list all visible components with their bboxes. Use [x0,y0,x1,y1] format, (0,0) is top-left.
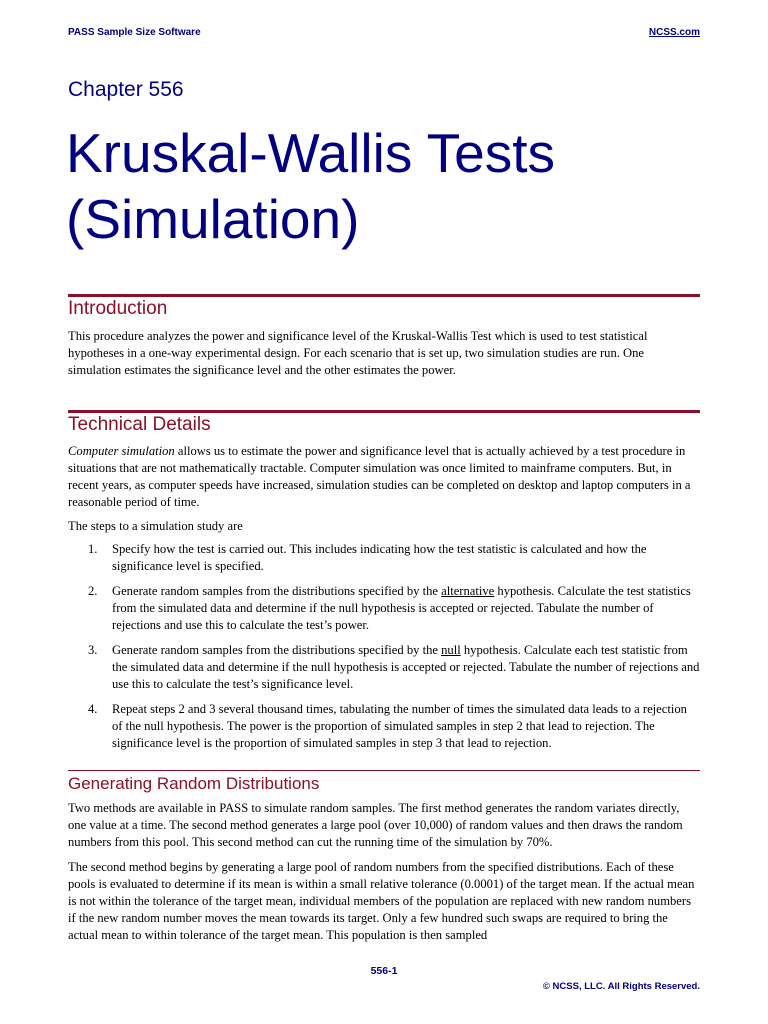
header-site-link[interactable]: NCSS.com [648,27,700,38]
step-text-post: hypothesis. Calculate each test statistic from the simulated data and determine if the null hypothesis is accepted or rejected. Tabulate the number of rejections and use this to calculate the test’s significance level. [112,643,700,691]
page-number: 556-1 [370,965,398,977]
step-text-pre: Generate random samples from the distributions specified by the [112,643,442,657]
page-title [66,120,706,252]
step-text-post: hypothesis. Calculate the test statistics from the simulated data and determine if the null hypothesis is accepted or rejected. Tabulate the number of rejections and use this to calculate the test’s power. [112,584,691,632]
section-rule [68,770,700,771]
step-text: Repeat steps 2 and 3 several thousand times, tabulating the number of times the simulated data leads to a rejection of the null hypothesis. The power is the proportion of simulated samples in step 2 that lead to rejection. The significance level is the proportion of simulated samples in step 3 that lead to rejection. [112,702,687,750]
title-line-2: (Simulation) [66,188,360,250]
technical-details-heading: Technical Details [68,414,211,435]
step-number: 1. [88,542,98,556]
computer-simulation-term: Computer simulation [68,444,175,458]
list-item [68,701,700,752]
introduction-paragraph: This procedure analyzes the power and significance level of the Kruskal-Wallis Test which is used to test statistical hypotheses in a one-way experimental design. For each scenario that is set up, two simulation studies are run. One simulation estimates the significance level and the other estimates the power. [68,329,648,377]
generating-paragraph-1: Two methods are available in PASS to simulate random samples. The first method generates the random variates directly, one value at a time. The second method generates a large pool (over 10,000) of random values and then draws the random numbers from this pool. This second method can cut the running time of the simulation by 70%. [68,801,683,849]
technical-paragraph-2: The steps to a simulation study are [68,519,243,533]
technical-paragraph-1 [68,443,700,511]
step-text-pre: Generate random samples from the distributions specified by the [112,584,442,598]
technical-paragraph-1-text: allows us to estimate the power and significance level that is actually achieved by a test procedure in situations that are not mathematically tractable. Computer simulation was once limited to mainframe computers. But, in recent years, as computer speeds have increased, simulation studies can be completed on desktop and laptop computers in a reasonable period of time. [68,444,691,509]
list-item [68,642,700,693]
chapter-number: Chapter 556 [68,78,184,101]
header-software-name: PASS Sample Size Software [68,27,201,38]
section-rule [68,294,700,297]
generating-paragraph-2: The second method begins by generating a large pool of random numbers from the specified distributions. Each of these pools is evaluated to determine if its mean is within a small relative tolerance (0.0001) of the target mean. If the actual mean is not within the tolerance of the target mean, individual members of the population are replaced with new random numbers if the new random number moves the mean towards its target. Only a few hundred such swaps are required to bring the actual mean to within tolerance of the target mean. This population is then sampled [68,860,695,942]
section-rule [68,410,700,413]
step-number: 2. [88,584,98,598]
introduction-heading: Introduction [68,298,168,319]
title-line-1: Kruskal-Wallis Tests [66,122,555,184]
simulation-steps-list [68,541,700,760]
step-number: 4. [88,702,98,716]
step-number: 3. [88,643,98,657]
list-item [68,583,700,634]
step-emphasis: null [441,643,461,657]
list-item [68,541,700,575]
copyright-notice: © NCSS, LLC. All Rights Reserved. [542,981,700,992]
step-emphasis: alternative [441,584,495,598]
generating-heading: Generating Random Distributions [68,774,320,793]
step-text: Specify how the test is carried out. This includes indicating how the test statistic is calculated and how the significance level is specified. [112,542,647,573]
